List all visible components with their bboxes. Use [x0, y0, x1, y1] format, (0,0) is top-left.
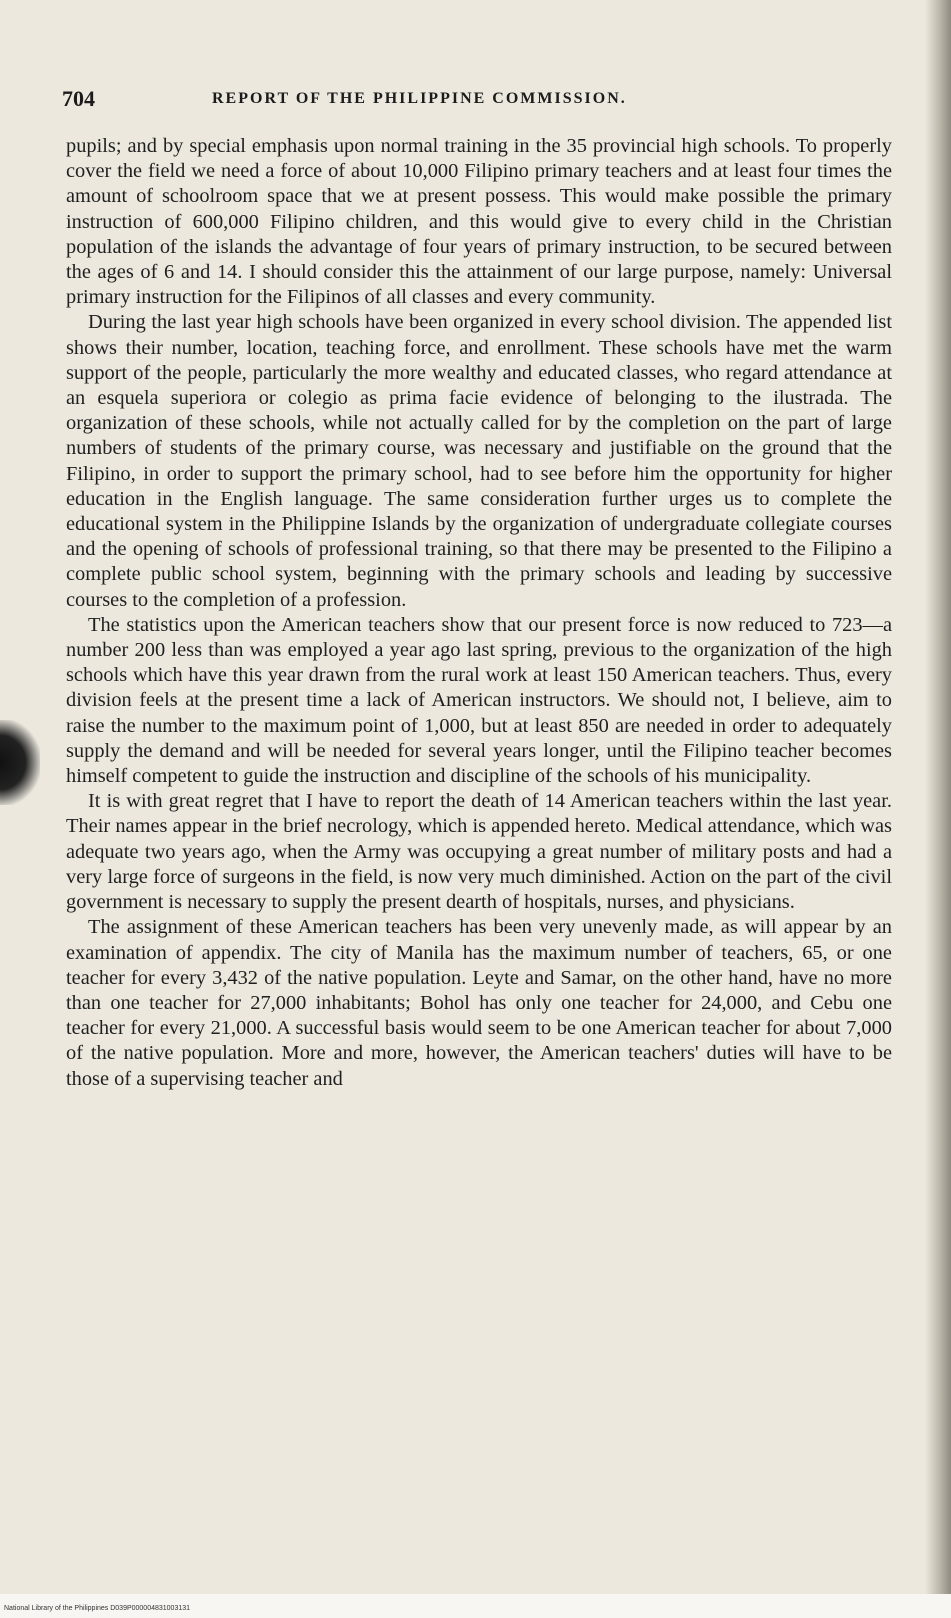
- paragraph-teacher-deaths: It is with great regret that I have to report the death of 14 American teachers within the last year. Their names appear in the brief necrology, which is appended hereto. Medical attendance, which was adequate two years ago, when the Army was occupying a great number of military posts and had a very large force of surgeons in the field, is now very much diminished. Action on the part of the civil government is necessary to supply the present dearth of hospitals, nurses, and physicians.: [66, 790, 892, 914]
- paragraph-primary-instruction: pupils; and by special emphasis upon normal training in the 35 provincial high schools. To properly cover the field we need a force of about 10,000 Filipino primary teachers and at least four times the amount of schoolroom space that we at present possess. This would make possible the primary instruction of 600,000 Filipino children, and this would give to every child in the Christian population of the islands the advantage of four years of primary instruction, to be secured between the ages of 6 and 14. I should consider this the attainment of our large purpose, namely: Universal primary instruction for the Filipinos of all classes and every community.: [66, 135, 892, 309]
- running-title: REPORT OF THE PHILIPPINE COMMISSION.: [212, 90, 627, 107]
- paragraph-teacher-statistics: The statistics upon the American teachers show that our present force is now reduced to 723—a number 200 less than was employed a year ago last spring, previous to the organization of the high schools which have this year drawn from the rural work at least 150 American teachers. Thus, every division feels at the present time a lack of American instructors. We should not, I believe, aim to raise the number to the maximum point of 1,000, but at least 850 are needed in order to adequately supply the demand and will be needed for several years longer, until the Filipino teacher becomes himself competent to guide the instruction and discipline of the schools of his municipality.: [66, 613, 892, 788]
- paragraph-high-schools: During the last year high schools have been organized in every school division. The appended list shows their number, location, teaching force, and enrollment. These schools have met the warm support of the people, particularly the more wealthy and educated classes, who regard attendance at an esquela superiora or colegio as prima facie evidence of belonging to the ilustrada. The organization of these schools, while not actually called for by the completion on the part of large numbers of students of the primary course, was necessary and justifiable on the ground that the Filipino, in order to support the primary school, had to see before him the opportunity for higher education in the English language. The same consideration further urges us to complete the educational system in the Philippine Islands by the organization of undergraduate collegiate courses and the opening of schools of professional training, so that there may be presented to the Filipino a complete public school system, beginning with the primary schools and leading by successive courses to the completion of a profession.: [66, 311, 892, 611]
- paragraph-teacher-assignment: The assignment of these American teachers has been very unevenly made, as will appear by an examination of appendix. The city of Manila has the maximum number of teachers, 65, or one teacher for every 3,432 of the native population. Leyte and Samar, on the other hand, have no more than one teacher for 27,000 inhabitants; Bohol has only one teacher for 24,000, and Cebu one teacher for every 21,000. A successful basis would seem to be one American teacher for about 7,000 of the native population. More and more, however, the American teachers' duties will have to be those of a supervising teacher and: [66, 916, 892, 1090]
- page-header: [62, 86, 882, 116]
- page-number: 704: [62, 86, 95, 111]
- page-edge-shadow: [925, 0, 951, 1618]
- binding-clip-shadow: [0, 720, 40, 805]
- report-body: [66, 134, 892, 1092]
- library-credit: National Library of the Philippines D039P000004831003131: [4, 1605, 191, 1612]
